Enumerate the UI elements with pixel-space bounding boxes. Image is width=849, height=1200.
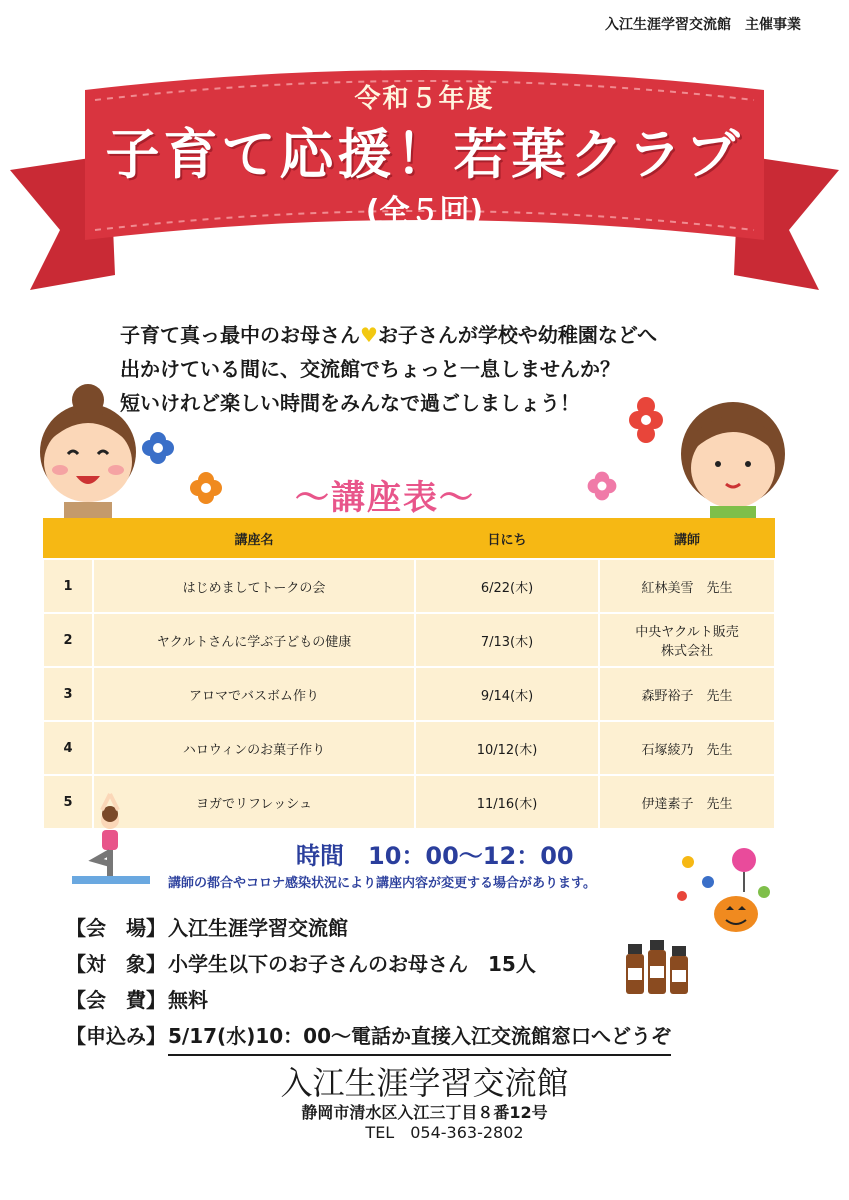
detail-key: 【会 費】: [66, 988, 166, 1012]
row-no: 3: [43, 667, 93, 721]
footer-address: 静岡市清水区入江三丁目８番12号: [301, 1103, 548, 1122]
header-teacher: 講師: [599, 518, 775, 559]
detail-row-application: [66, 1018, 671, 1056]
row-title: ヨガでリフレッシュ: [93, 775, 415, 829]
orange-flower-icon: [186, 468, 226, 508]
organizer-label: 入江生涯学習交流館 主催事業: [605, 17, 801, 33]
halloween-sweets-illustration: [668, 842, 778, 934]
blue-flower-icon: [138, 428, 178, 468]
mother-right-illustration: [618, 392, 788, 522]
notice-text: 講師の都合やコロナ感染状況により講座内容が変更する場合があります。: [168, 876, 596, 891]
aroma-bottles-illustration: [622, 938, 692, 998]
row-title: アロマでバスボム作り: [93, 667, 415, 721]
detail-value: 5/17(水)10：00〜電話か直接入江交流館窓口へどうぞ: [168, 1018, 671, 1056]
row-title: はじめましてトークの会: [93, 559, 415, 613]
row-no: 1: [43, 559, 93, 613]
footer-tel: TEL 054-363-2802: [365, 1123, 524, 1142]
banner-count: (全５回): [365, 194, 484, 229]
table-header-row: [43, 518, 775, 559]
row-title: ヤクルトさんに学ぶ子どもの健康: [93, 613, 415, 667]
table-row: [43, 667, 775, 721]
detail-key: 【対 象】: [66, 952, 166, 976]
detail-value: 小学生以下のお子さんのお母さん 15人: [168, 952, 536, 976]
banner-year: 令和５年度: [354, 84, 495, 114]
table-row: [43, 613, 775, 667]
header-no: [43, 518, 93, 559]
course-table: [42, 518, 776, 830]
detail-key: 【申込み】: [66, 1024, 166, 1048]
row-date: 7/13(木): [415, 613, 599, 667]
row-no: 5: [43, 775, 93, 829]
row-title: ハロウィンのお菓子作り: [93, 721, 415, 775]
row-teacher: 森野裕子 先生: [599, 667, 775, 721]
pink-flower-icon: [584, 468, 620, 504]
banner-title: 子育て応援！若葉クラブ: [105, 123, 744, 186]
row-teacher: 石塚綾乃 先生: [599, 721, 775, 775]
heart-icon: ♥: [360, 323, 378, 347]
footer-facility-name: 入江生涯学習交流館: [280, 1064, 569, 1102]
yoga-girl-illustration: [72, 790, 152, 886]
row-date: 9/14(木): [415, 667, 599, 721]
row-no: 4: [43, 721, 93, 775]
mother-left-illustration: [28, 382, 148, 522]
detail-value: 入江生涯学習交流館: [168, 916, 348, 940]
header-title: 講座名: [93, 518, 415, 559]
intro-line1b: お子さんが学校や幼稚園などへ: [377, 323, 658, 347]
detail-value: 無料: [168, 988, 208, 1012]
row-date: 10/12(木): [415, 721, 599, 775]
row-date: 6/22(木): [415, 559, 599, 613]
time-label: 時間 10：00〜12：00: [296, 842, 574, 870]
row-teacher: 中央ヤクルト販売 株式会社: [599, 613, 775, 667]
intro-line2: 出かけている間に、交流館でちょっと一息しませんか？: [120, 357, 620, 381]
table-row: [43, 775, 775, 829]
course-table-title: 〜講座表〜: [295, 478, 475, 518]
intro-line1a: 子育て真っ最中のお母さん: [120, 323, 360, 347]
detail-row-venue: [66, 910, 671, 946]
row-date: 11/16(木): [415, 775, 599, 829]
header-date: 日にち: [415, 518, 599, 559]
detail-row-target: [66, 946, 671, 982]
detail-row-fee: [66, 982, 671, 1018]
row-no: 2: [43, 613, 93, 667]
intro-line3: 短いけれど楽しい時間をみんなで過ごしましょう！: [120, 391, 580, 415]
detail-key: 【会 場】: [66, 916, 166, 940]
intro-text: [120, 318, 657, 420]
table-row: [43, 559, 775, 613]
row-teacher: 紅林美雪 先生: [599, 559, 775, 613]
row-teacher: 伊達素子 先生: [599, 775, 775, 829]
table-row: [43, 721, 775, 775]
event-details: [66, 910, 671, 1056]
